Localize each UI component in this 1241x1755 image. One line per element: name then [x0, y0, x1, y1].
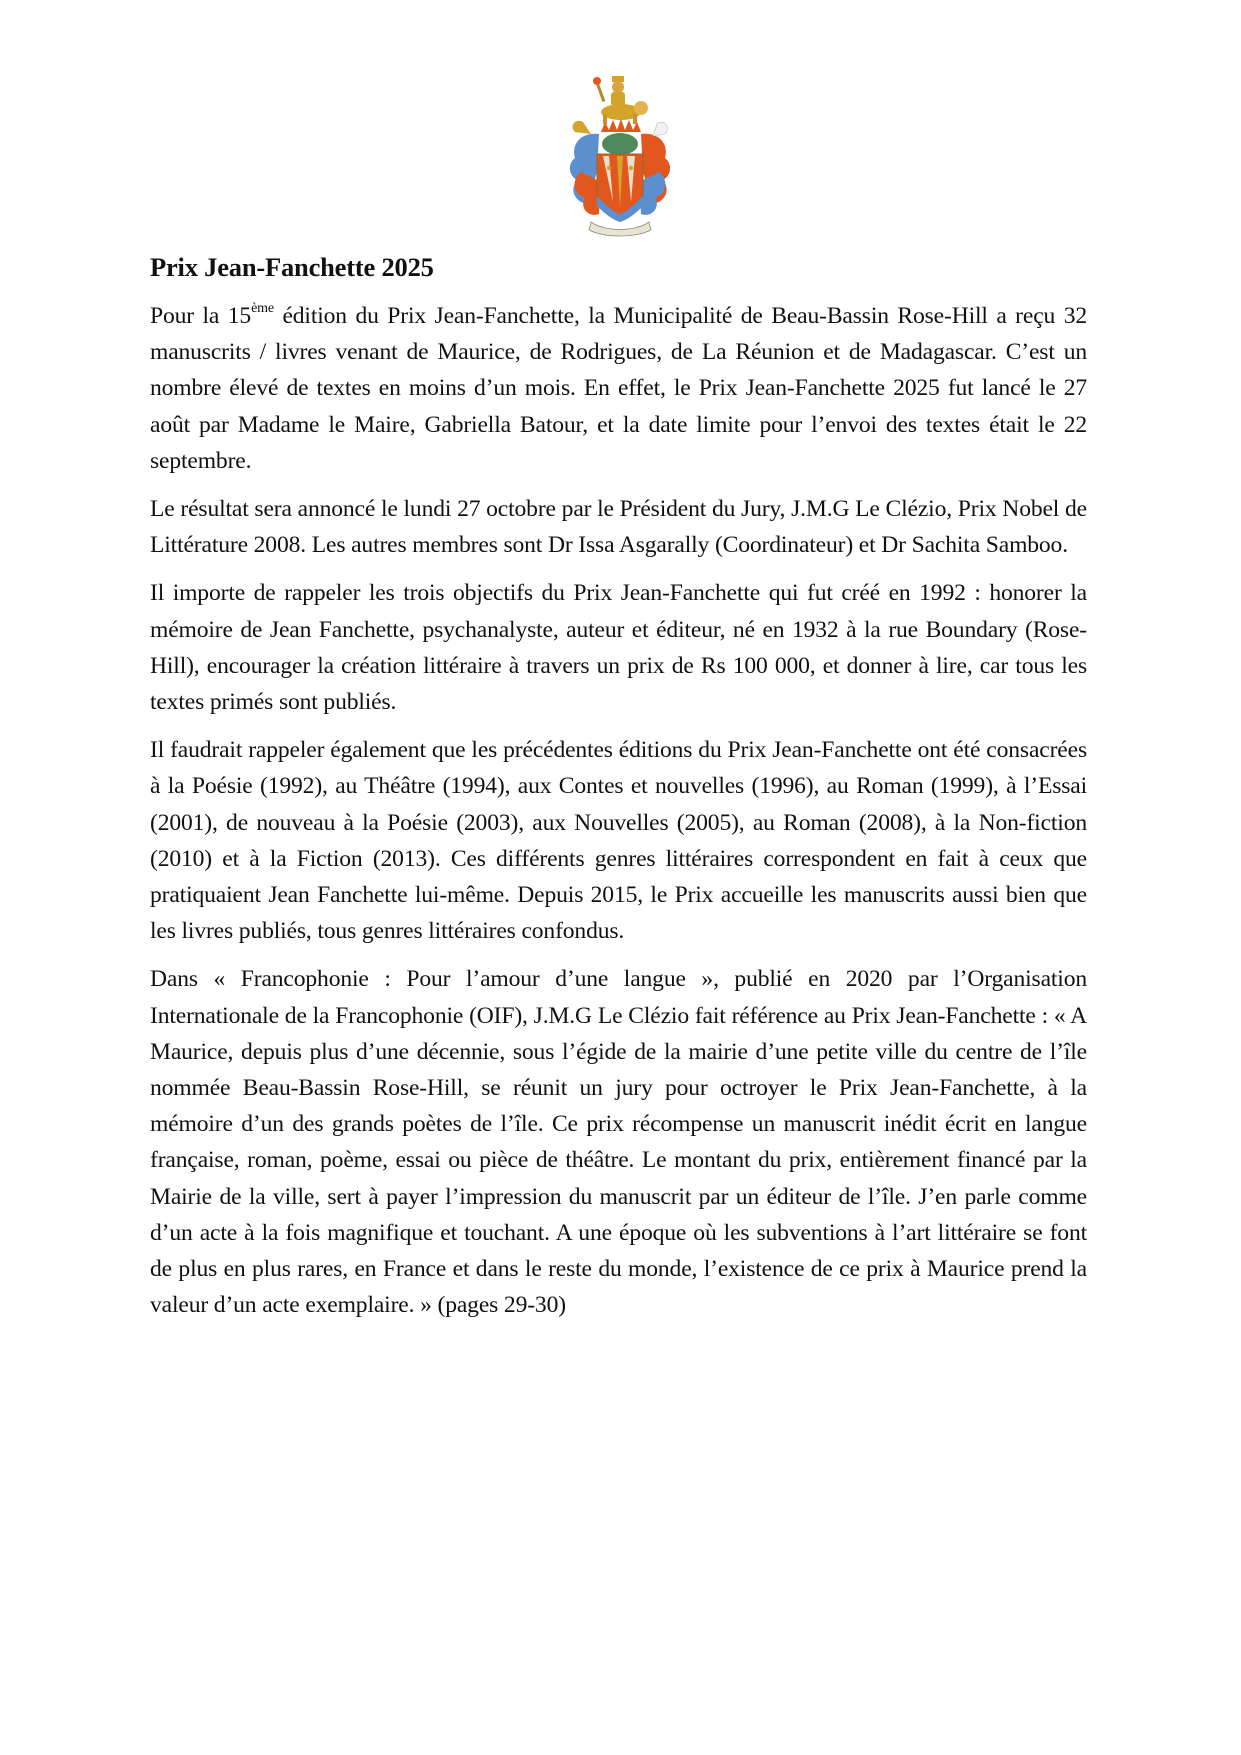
paragraph-text: édition du Prix Jean-Fanchette, la Municipalité de Beau-Bassin Rose-Hill a reçu 32 manuscrits / livres venant de Maurice, de Rodrigues, de La Réunion et de Madagascar. C’est un nombre élevé de textes en moins d’un mois. En effet, le Prix Jean-Fanchette 2025 fut lancé le 27 août par Madame le Maire, Gabriella Batour, et la date limite pour l’envoi des textes était le 22 septembre. — [150, 303, 1087, 474]
svg-text:· · · ·: · · · · — [614, 227, 626, 233]
paragraph-text: Pour la 15 — [150, 303, 252, 329]
paragraph-previous-editions: Il faudrait rappeler également que les précédentes éditions du Prix Jean-Fanchette ont été consacrées à la Poésie (1992), au Théâtre (1994), aux Contes et nouvelles (1996), au Roman (1999), à l’Essai (2001), de nouveau à la Poésie (2003), aux Nouvelles (2005), au Roman (2008), à la Non-fiction (2010) et à la Fiction (2013). Ces différents genres littéraires correspondent en fait à ceux que pratiquaient Jean Fanchette lui-même. Depuis 2015, le Prix accueille les manuscrits aussi bien que les livres publiés, tous genres littéraires confondus. — [150, 737, 1087, 945]
paragraph-le-clezio-quote: Dans « Francophonie : Pour l’amour d’une langue », publié en 2020 par l’Organisation Internationale de la Francophonie (OIF), J.M.G Le Clézio fait référence au Prix Jean-Fanchette : « A Maurice, depuis plus d’une décennie, sous l’égide de la mairie d’une petite ville du centre de l’île nommée Beau-Bassin Rose-Hill, se réunit un jury pour octroyer le Prix Jean-Fanchette, à la mémoire d’un des grands poètes de l’île. Ce prix récompense un manuscrit inédit écrit en langue française, roman, poème, essai ou pièce de théâtre. Le montant du prix, entièrement financé par la Mairie de la ville, sert à payer l’impression du manuscrit par un éditeur de l’île. J’en parle comme d’un acte à la fois magnifique et touchant. A une époque où les subventions à l’art littéraire se font de plus en plus rares, en France et dans le reste du monde, l’existence de ce prix à Maurice prend la valeur d’un acte exemplaire. » (pages 29-30) — [150, 966, 1087, 1319]
paragraph-edition-intro — [150, 298, 1087, 479]
municipal-coat-of-arms-icon — [561, 72, 679, 240]
paragraph-objectives: Il importe de rappeler les trois objectifs du Prix Jean-Fanchette qui fut créé en 1992 : honorer la mémoire de Jean Fanchette, psychanalyste, auteur et éditeur, né en 1932 à la rue Boundary (Rose-Hill), encourager la création littéraire à travers un prix de Rs 100 000, et donner à lire, car tous les textes primés sont publiés. — [150, 580, 1087, 716]
document-body — [150, 250, 1087, 1335]
ordinal-superscript: ème — [251, 301, 274, 317]
paragraph-result-announcement: Le résultat sera annoncé le lundi 27 octobre par le Président du Jury, J.M.G Le Clézio, Prix Nobel de Littérature 2008. Les autres membres sont Dr Issa Asgarally (Coordinateur) et Dr Sachita Samboo. — [150, 496, 1087, 559]
document-title: Prix Jean-Fanchette 2025 — [150, 252, 434, 282]
